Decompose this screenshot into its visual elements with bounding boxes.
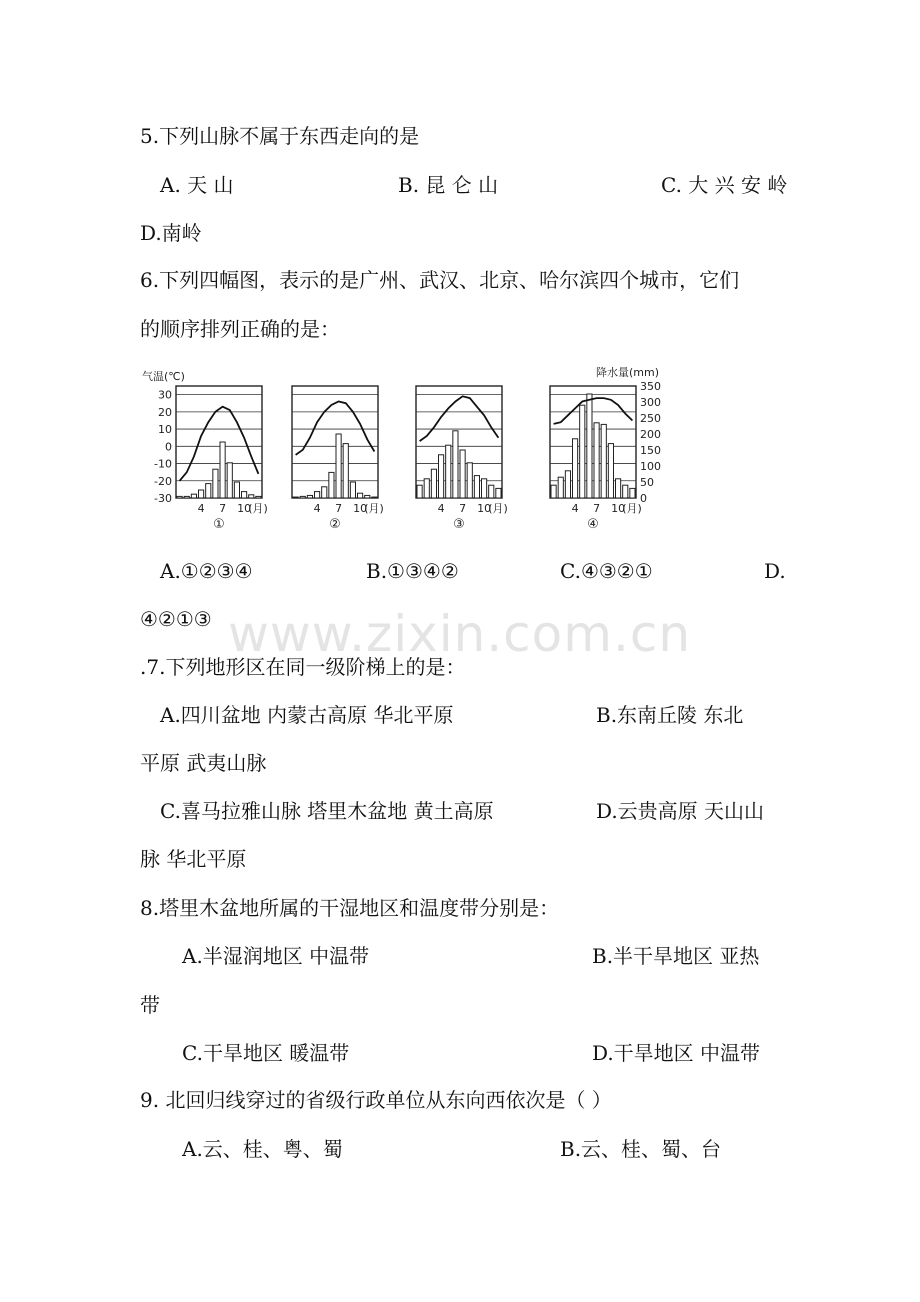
precip-bar — [551, 485, 556, 498]
precip-bar — [293, 497, 298, 498]
precip-bar — [565, 471, 570, 498]
temp-tick-label: 30 — [158, 388, 172, 402]
q6-stem-line2: 的顺序排列正确的是： — [140, 317, 340, 341]
precip-bar — [424, 479, 429, 498]
q6-option-c[interactable]: C.④③②① — [560, 559, 653, 583]
precip-tick-label: 150 — [640, 444, 661, 457]
temperature-line — [180, 407, 259, 481]
precip-bar — [307, 495, 312, 498]
q8-option-a[interactable]: A.半湿润地区 中温带 — [182, 944, 370, 968]
precip-bar — [242, 492, 247, 498]
x-tick-label: 4 — [313, 502, 321, 515]
precip-bar — [336, 434, 341, 498]
q7-stem: .7.下列地形区在同一级阶梯上的是： — [140, 655, 466, 679]
x-tick-label: 7 — [335, 502, 343, 515]
climate-charts-figure — [140, 358, 680, 538]
temp-tick-label: -10 — [154, 457, 172, 471]
chart-label: ② — [329, 517, 341, 532]
q8-option-d[interactable]: D.干旱地区 中温带 — [592, 1041, 761, 1065]
precip-bar — [558, 477, 563, 498]
temp-tick-label: 0 — [165, 440, 172, 454]
q7-option-d-cont: 脉 华北平原 — [140, 847, 247, 871]
precip-bar — [482, 479, 487, 498]
precip-bar — [206, 484, 211, 498]
precip-bar — [191, 494, 196, 498]
q5-stem: 5.下列山脉不属于东西走向的是 — [140, 124, 420, 148]
precip-tick-label: 300 — [640, 396, 661, 409]
precip-bar — [453, 431, 458, 498]
precip-tick-label: 0 — [640, 492, 647, 505]
x-tick-label: 10 — [237, 502, 252, 515]
precip-bar — [489, 485, 494, 498]
precip-bar — [630, 488, 635, 498]
precip-bar — [249, 495, 254, 498]
precip-bar — [343, 444, 348, 498]
precip-bar — [220, 442, 225, 498]
temp-tick-label: 20 — [158, 405, 172, 419]
precip-bar — [300, 496, 305, 498]
chart-label: ③ — [453, 517, 465, 532]
precip-bar — [177, 496, 182, 498]
precip-bar — [213, 469, 218, 498]
chart-label: ① — [213, 517, 225, 532]
precip-bar — [372, 497, 377, 498]
watermark: www.zixin.com.cn — [228, 605, 692, 663]
precip-bar — [460, 450, 465, 498]
x-unit-label: (月) — [364, 502, 384, 515]
precip-bar — [601, 424, 606, 498]
q5-option-c[interactable]: C. 大 兴 安 岭 — [661, 173, 788, 197]
x-tick-label: 7 — [219, 502, 227, 515]
x-unit-label: (月) — [248, 502, 268, 515]
precip-bar — [322, 487, 327, 498]
precip-bar — [256, 496, 261, 498]
x-unit-label: (月) — [622, 502, 642, 515]
precip-tick-label: 350 — [640, 380, 661, 393]
q8-option-b[interactable]: B.半干旱地区 亚热 — [592, 944, 760, 968]
x-tick-label: 4 — [437, 502, 445, 515]
q7-option-b[interactable]: B.东南丘陵 东北 — [596, 703, 744, 727]
x-tick-label: 7 — [459, 502, 467, 515]
precip-bar — [350, 482, 355, 498]
precip-bar — [439, 455, 444, 498]
x-tick-label: 10 — [477, 502, 492, 515]
precip-bar — [234, 482, 239, 498]
x-unit-label: (月) — [488, 502, 508, 515]
precip-bar — [616, 479, 621, 498]
q7-option-b-cont: 平原 武夷山脉 — [140, 751, 267, 775]
x-tick-label: 10 — [353, 502, 368, 515]
precip-bar — [358, 493, 363, 498]
precip-bar — [573, 439, 578, 498]
temp-axis-label: 气温(℃) — [142, 370, 185, 383]
temp-tick-label: -30 — [154, 492, 172, 505]
precip-bar — [608, 444, 613, 498]
q8-option-b-cont: 带 — [140, 993, 160, 1017]
precip-bar — [315, 492, 320, 498]
precip-bar — [587, 394, 592, 498]
q7-option-d[interactable]: D.云贵高原 天山山 — [596, 799, 765, 823]
q7-option-c[interactable]: C.喜马拉雅山脉 塔里木盆地 黄土高原 — [160, 799, 494, 823]
precip-bar — [467, 463, 472, 498]
q9-stem: 9. 北回归线穿过的省级行政单位从东向西依次是（ ） — [140, 1088, 612, 1112]
precip-tick-label: 50 — [640, 476, 654, 489]
precip-tick-label: 200 — [640, 428, 661, 441]
precip-tick-label: 100 — [640, 460, 661, 473]
x-tick-label: 4 — [197, 502, 205, 515]
precip-bar — [365, 495, 370, 498]
precip-bar — [227, 463, 232, 498]
chart-label: ④ — [587, 517, 599, 532]
precip-bar — [184, 496, 189, 498]
precip-bar — [329, 472, 334, 498]
q8-option-c[interactable]: C.干旱地区 暖温带 — [182, 1041, 350, 1065]
x-tick-label: 7 — [593, 502, 601, 515]
precip-axis-label: 降水量(mm) — [596, 366, 660, 379]
q5-option-b[interactable]: B. 昆 仑 山 — [398, 173, 499, 197]
precip-bar — [623, 485, 628, 498]
q9-option-b[interactable]: B.云、桂、蜀、台 — [560, 1137, 722, 1161]
precip-bar — [446, 445, 451, 498]
q9-option-a[interactable]: A.云、桂、粤、蜀 — [182, 1137, 343, 1161]
temp-tick-label: -20 — [154, 474, 172, 488]
q6-option-d[interactable]: D. — [764, 559, 786, 583]
precip-bar — [199, 490, 204, 498]
q6-option-d-value: ④②①③ — [140, 607, 212, 631]
temperature-line — [420, 396, 499, 441]
temperature-line — [554, 398, 633, 424]
precip-tick-label: 250 — [640, 412, 661, 425]
precip-bar — [580, 405, 585, 498]
precip-bar — [431, 469, 436, 498]
precip-bar — [417, 485, 422, 498]
temp-tick-label: 10 — [158, 423, 172, 437]
q7-option-a[interactable]: A.四川盆地 内蒙古高原 华北平原 — [160, 703, 454, 727]
q6-stem-line1: 6.下列四幅图，表示的是广州、武汉、北京、哈尔滨四个城市，它们 — [140, 268, 740, 292]
temperature-line — [296, 402, 375, 455]
x-tick-label: 10 — [611, 502, 626, 515]
q6-option-a[interactable]: A.①②③④ — [160, 559, 253, 583]
q6-option-b[interactable]: B.①③④② — [366, 559, 459, 583]
q8-stem: 8.塔里木盆地所属的干湿地区和温度带分别是： — [140, 896, 560, 920]
precip-bar — [594, 423, 599, 498]
precip-bar — [474, 476, 479, 498]
q5-option-d[interactable]: D.南岭 — [140, 221, 202, 245]
precip-bar — [496, 488, 501, 498]
q5-option-a[interactable]: A. 天 山 — [160, 173, 234, 197]
x-tick-label: 4 — [571, 502, 579, 515]
chart-frame — [176, 386, 262, 498]
